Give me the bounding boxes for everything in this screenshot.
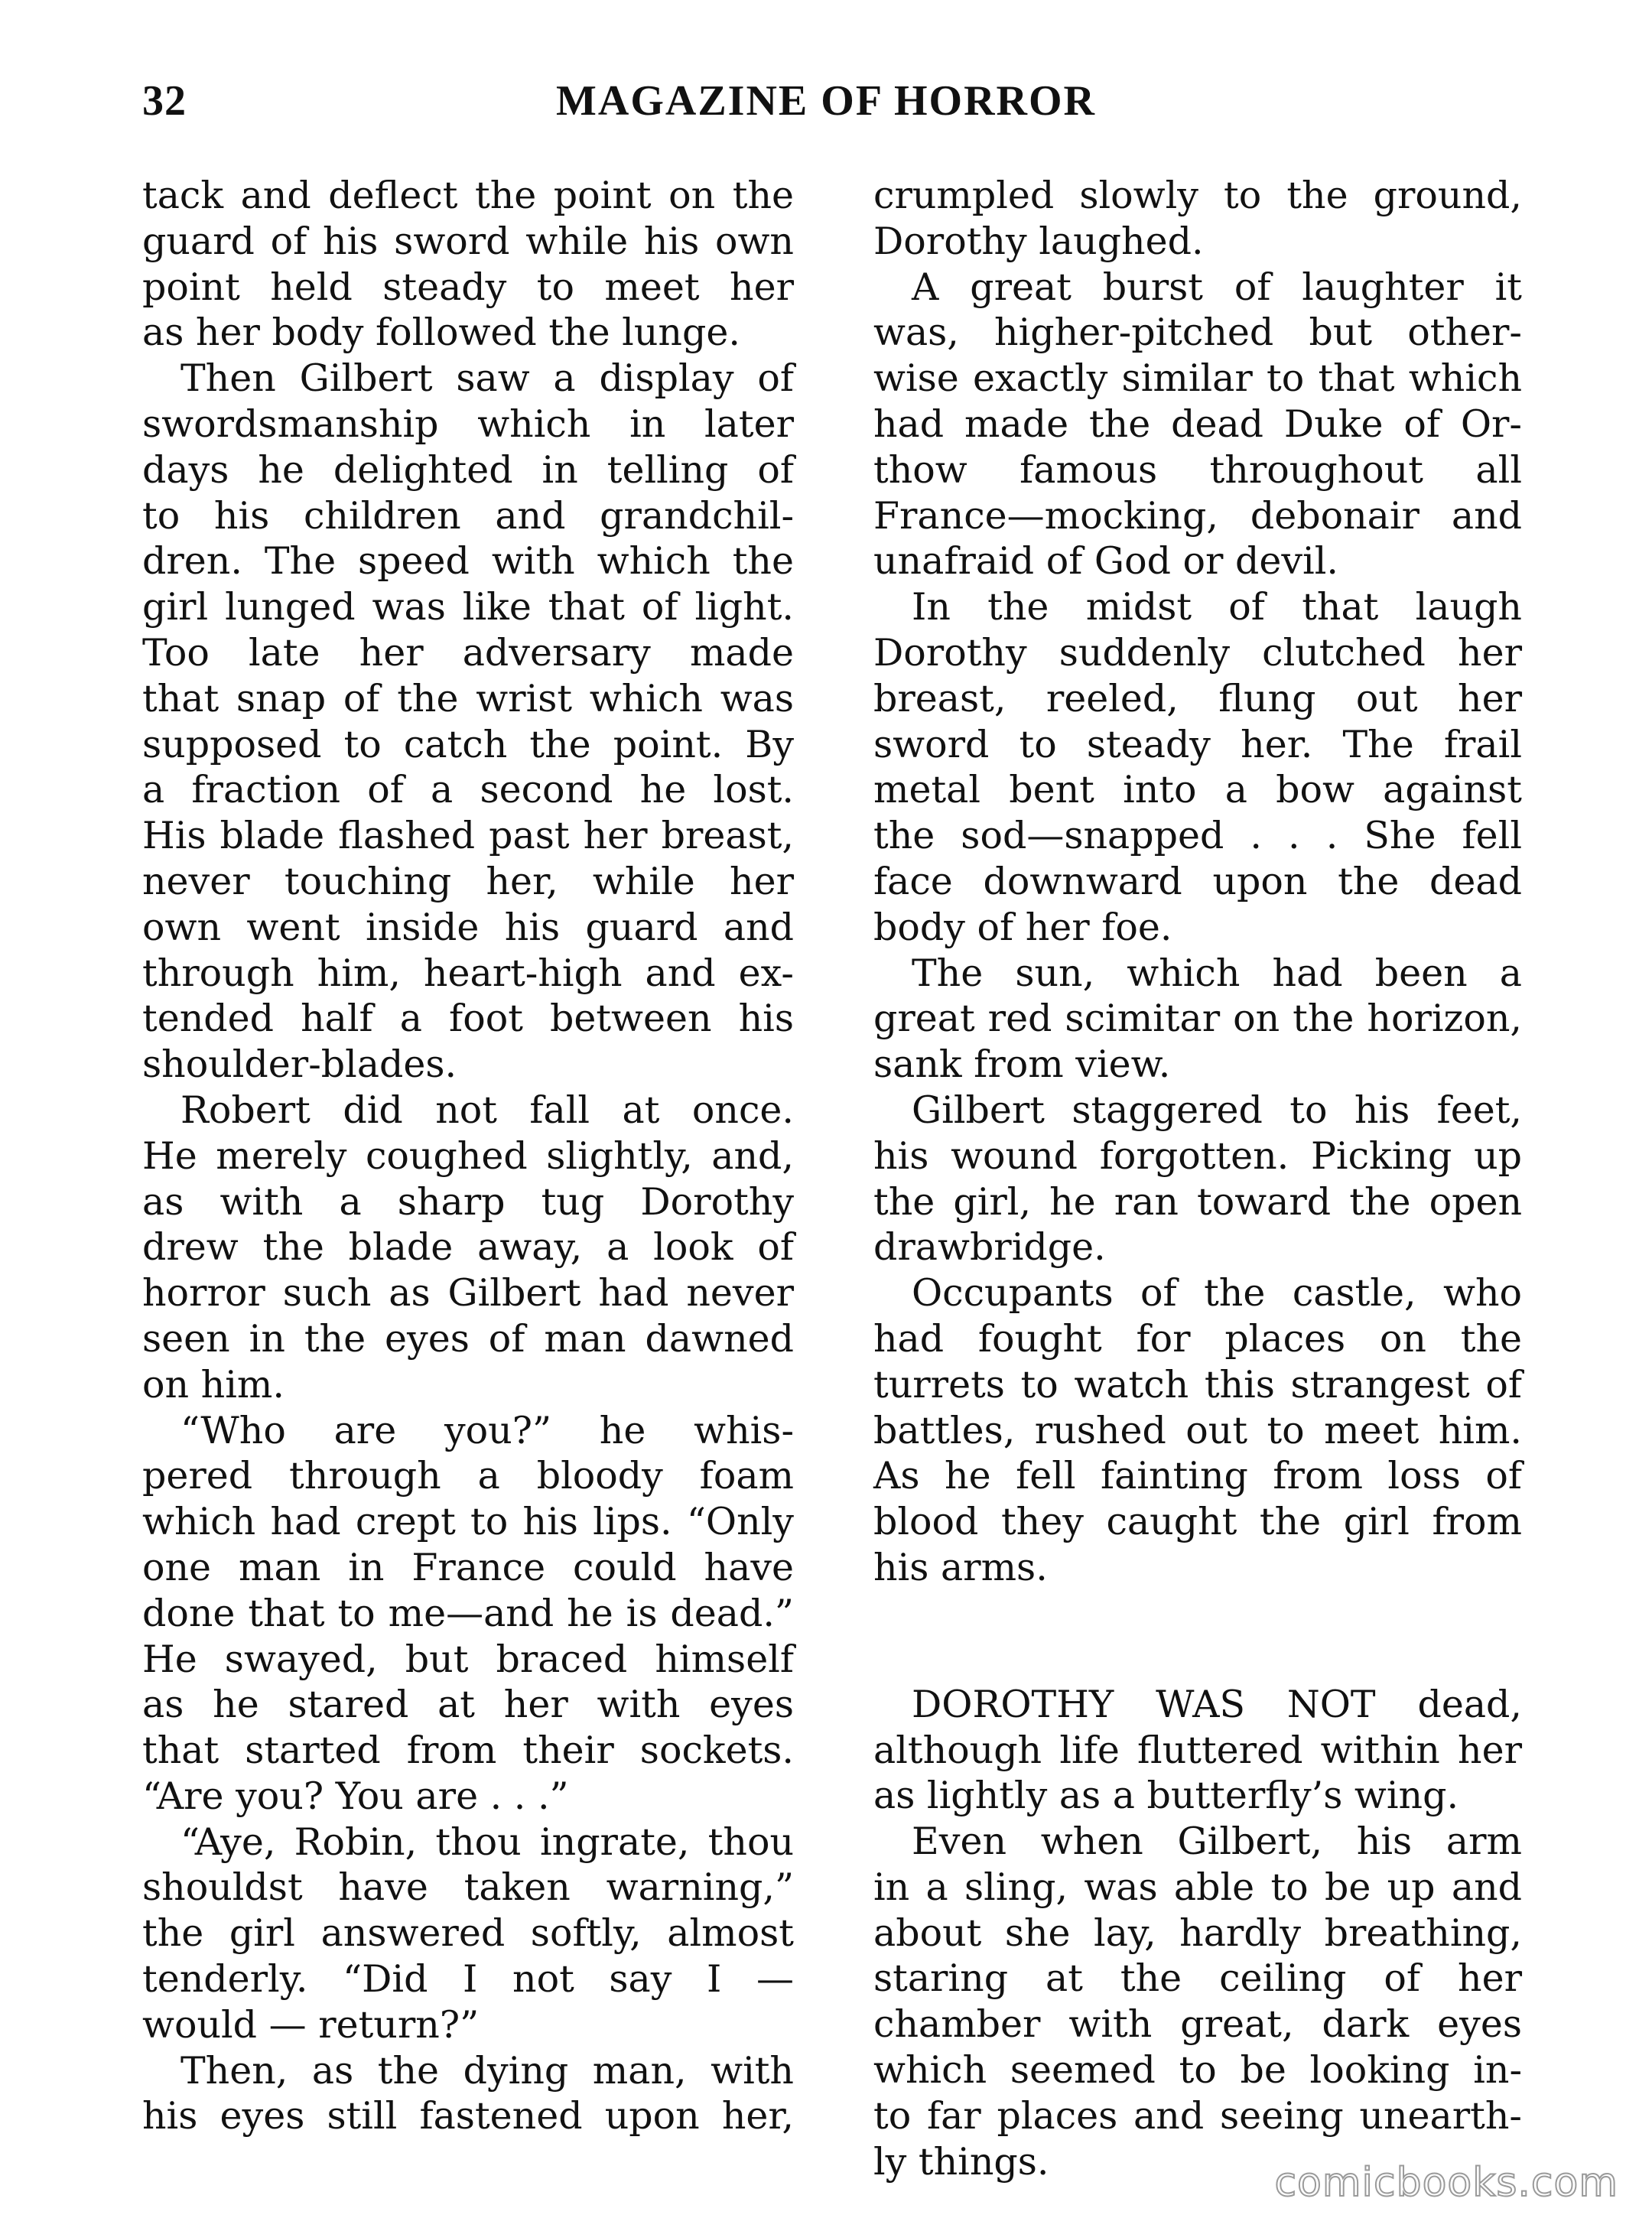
text-line: as he stared at her with eyes <box>142 1683 794 1727</box>
text-line: point held steady to meet her <box>142 265 794 309</box>
text-line: which had crept to his lips. “Only <box>142 1500 794 1544</box>
text-line: body of her foe. <box>873 905 1172 949</box>
text-line: Then, as the dying man, with <box>180 2048 794 2093</box>
page-header <box>142 76 1510 145</box>
text-line: to his children and grandchil- <box>142 493 794 538</box>
text-line: ly things. <box>873 2139 1049 2184</box>
text-line: great red scimitar on the horizon, <box>873 997 1522 1041</box>
text-line: had made the dead Duke of Or- <box>873 402 1522 446</box>
text-line: his wound forgotten. Picking up <box>873 1133 1522 1178</box>
text-line: “Who are you?” he whis- <box>180 1408 794 1452</box>
text-line: He merely coughed slightly, and, <box>142 1133 794 1178</box>
text-line: tenderly. “Did I not say I — <box>142 1957 794 2002</box>
text-line: unafraid of God or devil. <box>873 539 1338 584</box>
text-line: which seemed to be looking in- <box>873 2048 1522 2093</box>
text-line: Robert did not fall at once. <box>180 1088 794 1132</box>
text-line: seen in the eyes of man dawned <box>142 1316 794 1361</box>
text-line: His blade flashed past her breast, <box>142 814 794 858</box>
text-line: drawbridge. <box>873 1225 1106 1270</box>
text-line: shoulder-blades. <box>142 1042 457 1087</box>
text-line: Dorothy laughed. <box>873 219 1204 263</box>
text-line: through him, heart-high and ex- <box>142 951 794 995</box>
text-line: blood they caught the girl from <box>873 1500 1522 1544</box>
text-line: wise exactly similar to that which <box>873 356 1522 401</box>
text-line: “Are you? You are . . .” <box>142 1774 569 1818</box>
text-line: never touching her, while her <box>142 859 794 903</box>
running-title: MAGAZINE OF HORROR <box>556 77 1096 125</box>
text-line: In the midst of that laugh <box>912 585 1522 629</box>
text-line: horror such as Gilbert had never <box>142 1271 794 1316</box>
text-line: days he delighted in telling of <box>142 447 794 492</box>
text-line: that snap of the wrist which was <box>142 676 794 720</box>
section-break <box>873 1591 1522 1682</box>
text-line: “Aye, Robin, thou ingrate, thou <box>180 1820 794 1864</box>
text-line: his eyes still fastened upon her, <box>142 2094 794 2138</box>
text-line: The sun, which had been a <box>912 951 1522 995</box>
text-line: his arms. <box>873 1545 1048 1589</box>
text-line: staring at the ceiling of her <box>873 1956 1522 2001</box>
text-line: Then Gilbert saw a display of <box>180 356 794 401</box>
text-line: face downward upon the dead <box>873 859 1522 903</box>
text-line: France—mocking, debonair and <box>873 493 1522 538</box>
left-text-column <box>142 173 794 2139</box>
text-line: shouldst have taken warning,” <box>142 1865 794 1910</box>
text-line: battles, rushed out to meet him. <box>873 1408 1522 1452</box>
text-line: drew the blade away, a look of <box>142 1225 794 1270</box>
text-line: Too late her adversary made <box>142 630 794 675</box>
text-line: sank from view. <box>873 1042 1171 1087</box>
text-line: had fought for places on the <box>873 1316 1522 1361</box>
text-line: would — return?” <box>142 2002 480 2047</box>
text-line: that started from their sockets. <box>142 1729 794 1773</box>
watermark: comicbooks.com <box>1274 2160 1618 2206</box>
text-line: DOROTHY WAS NOT dead, <box>912 1682 1522 1726</box>
text-line: tack and deflect the point on the <box>142 174 794 217</box>
text-line: girl lunged was like that of light. <box>142 585 794 629</box>
text-line: thow famous throughout all <box>873 447 1522 492</box>
text-line: crumpled slowly to the ground, <box>873 174 1522 217</box>
text-line: pered through a bloody foam <box>142 1454 794 1498</box>
text-line: as lightly as a butterfly’s wing. <box>873 1774 1459 1818</box>
text-line: A great burst of laughter it <box>912 265 1522 309</box>
text-line: one man in France could have <box>142 1545 794 1589</box>
text-line: although life fluttered within her <box>873 1728 1522 1772</box>
text-line: breast, reeled, flung out her <box>873 676 1522 720</box>
text-line: done that to me—and he is dead.” <box>142 1591 794 1635</box>
text-line: the girl answered softly, almost <box>142 1911 794 1956</box>
text-line: as with a sharp tug Dorothy <box>142 1179 794 1224</box>
text-line: the sod—snapped . . . She fell <box>873 814 1522 858</box>
text-line: own went inside his guard and <box>142 905 794 949</box>
text-line: Even when Gilbert, his arm <box>912 1820 1522 1864</box>
text-line: in a sling, was able to be up and <box>873 1865 1522 1909</box>
text-line: as her body followed the lunge. <box>142 311 740 355</box>
text-line: Occupants of the castle, who <box>912 1271 1522 1316</box>
text-line: guard of his sword while his own <box>142 219 794 263</box>
text-line: Gilbert staggered to his feet, <box>912 1088 1522 1132</box>
text-line: swordsmanship which in later <box>142 402 794 446</box>
right-text-column <box>873 173 1522 2184</box>
text-line: turrets to watch this strangest of <box>873 1362 1522 1407</box>
text-line: As he fell fainting from loss of <box>873 1454 1522 1498</box>
text-line: Dorothy suddenly clutched her <box>873 630 1522 675</box>
text-line: about she lay, hardly breathing, <box>873 1911 1522 1955</box>
text-line: was, higher-pitched but other- <box>873 311 1522 355</box>
text-line: supposed to catch the point. By <box>142 722 794 766</box>
text-line: on him. <box>142 1362 285 1407</box>
text-line: metal bent into a bow against <box>873 768 1522 812</box>
text-line: tended half a foot between his <box>142 997 794 1041</box>
text-line: chamber with great, dark eyes <box>873 2002 1522 2047</box>
text-line: to far places and seeing unearth- <box>873 2093 1522 2138</box>
text-line: sword to steady her. The frail <box>873 722 1522 766</box>
text-line: a fraction of a second he lost. <box>142 768 794 812</box>
text-line: the girl, he ran toward the open <box>873 1179 1522 1224</box>
text-line: He swayed, but braced himself <box>142 1637 794 1681</box>
text-line: dren. The speed with which the <box>142 539 794 584</box>
page-number: 32 <box>142 77 187 125</box>
